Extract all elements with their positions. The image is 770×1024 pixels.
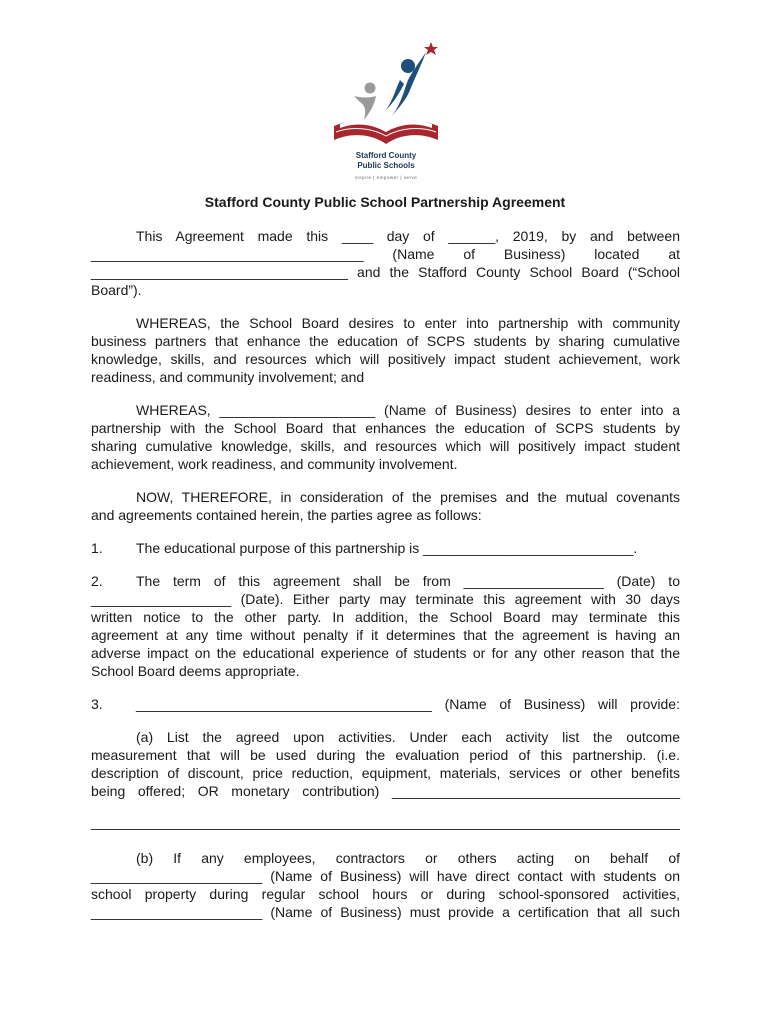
item1-number: 1. [91,540,103,556]
whereas2-line-4: achievement, work readiness, and community involvement. [91,456,458,472]
item3a-line-1: (a) List the agreed upon activities. Under each activity list the outcome [136,729,680,745]
whereas1-line-2: business partners that enhance the education of SCPS students by sharing cumulative [91,333,680,349]
item2-line-2: __________________ (Date). Either party may terminate this agreement with 30 days [91,591,680,607]
whereas1-line-4: readiness, and community involvement; and [91,369,365,385]
navy-figure-head [401,59,415,73]
logo-name-line2: Public Schools [357,161,415,170]
item1-text: The educational purpose of this partnership is ___________________________. [136,540,638,556]
gray-figure-body [354,96,376,120]
whereas2-line-1: WHEREAS, ____________________ (Name of Business) desires to enter into a [136,402,680,418]
item2-line-5: adverse impact on the educational experience of students or for any other reason that the [91,645,680,661]
whereas2-line-3: sharing cumulative knowledge, skills, and resources which will positively impact student [91,438,680,454]
item2-line-1: The term of this agreement shall be from __________________ (Date) to [136,573,680,589]
item2-number: 2. [91,573,103,589]
whereas1-line-1: WHEREAS, the School Board desires to enter into partnership with community [136,315,680,331]
blank-signature-rule [91,829,680,830]
logo-name-line1: Stafford County [355,151,417,160]
gray-figure-head [365,83,376,94]
item3b-line-3: school property during regular school hours or during school-sponsored activities, [91,886,680,902]
item3-text: ______________________________________ (Name of Business) will provide: [136,696,680,712]
item3a-line-2: measurement that will be used during the evaluation period of this partnership. (i.e. [91,747,680,763]
logo-tagline: inspire | empower | serve [354,175,418,180]
whereas1-line-3: knowledge, skills, and resources which will positively impact student achievement, work [91,351,680,367]
item3-number: 3. [91,696,103,712]
intro-line-2: ___________________________________ (Name of Business) located at [91,246,680,262]
now-line-1: NOW, THEREFORE, in consideration of the premises and the mutual covenants [136,489,680,505]
intro-line-1: This Agreement made this ____ day of ______, 2019, by and between [136,228,680,244]
now-line-2: and agreements contained herein, the parties agree as follows: [91,507,482,523]
intro-line-3: _________________________________ and the Stafford County School Board (“School [91,264,680,280]
item2-line-4: agreement at any time without penalty if it determines that the agreement is having an [91,627,680,643]
intro-line-4: Board”). [91,282,142,298]
document-title: Stafford County Public School Partnership Agreement [204,194,566,210]
item3a-line-3: description of discount, price reduction, equipment, materials, services or other benefits [91,765,680,781]
whereas2-line-2: partnership with the School Board that enhances the education of SCPS students by [91,420,680,436]
item3b-line-4: ______________________ (Name of Business) must provide a certification that all such [91,904,680,920]
item3b-line-2: ______________________ (Name of Business) will have direct contact with students on [91,868,680,884]
item2-line-6: School Board deems appropriate. [91,663,300,679]
item3a-line-4: being offered; OR monetary contribution) _____________________________________ [91,783,680,799]
star-icon [424,42,438,55]
item3b-line-1: (b) If any employees, contractors or others acting on behalf of [136,850,680,866]
item2-line-3: written notice to the other party. In addition, the School Board may terminate this [91,609,680,625]
